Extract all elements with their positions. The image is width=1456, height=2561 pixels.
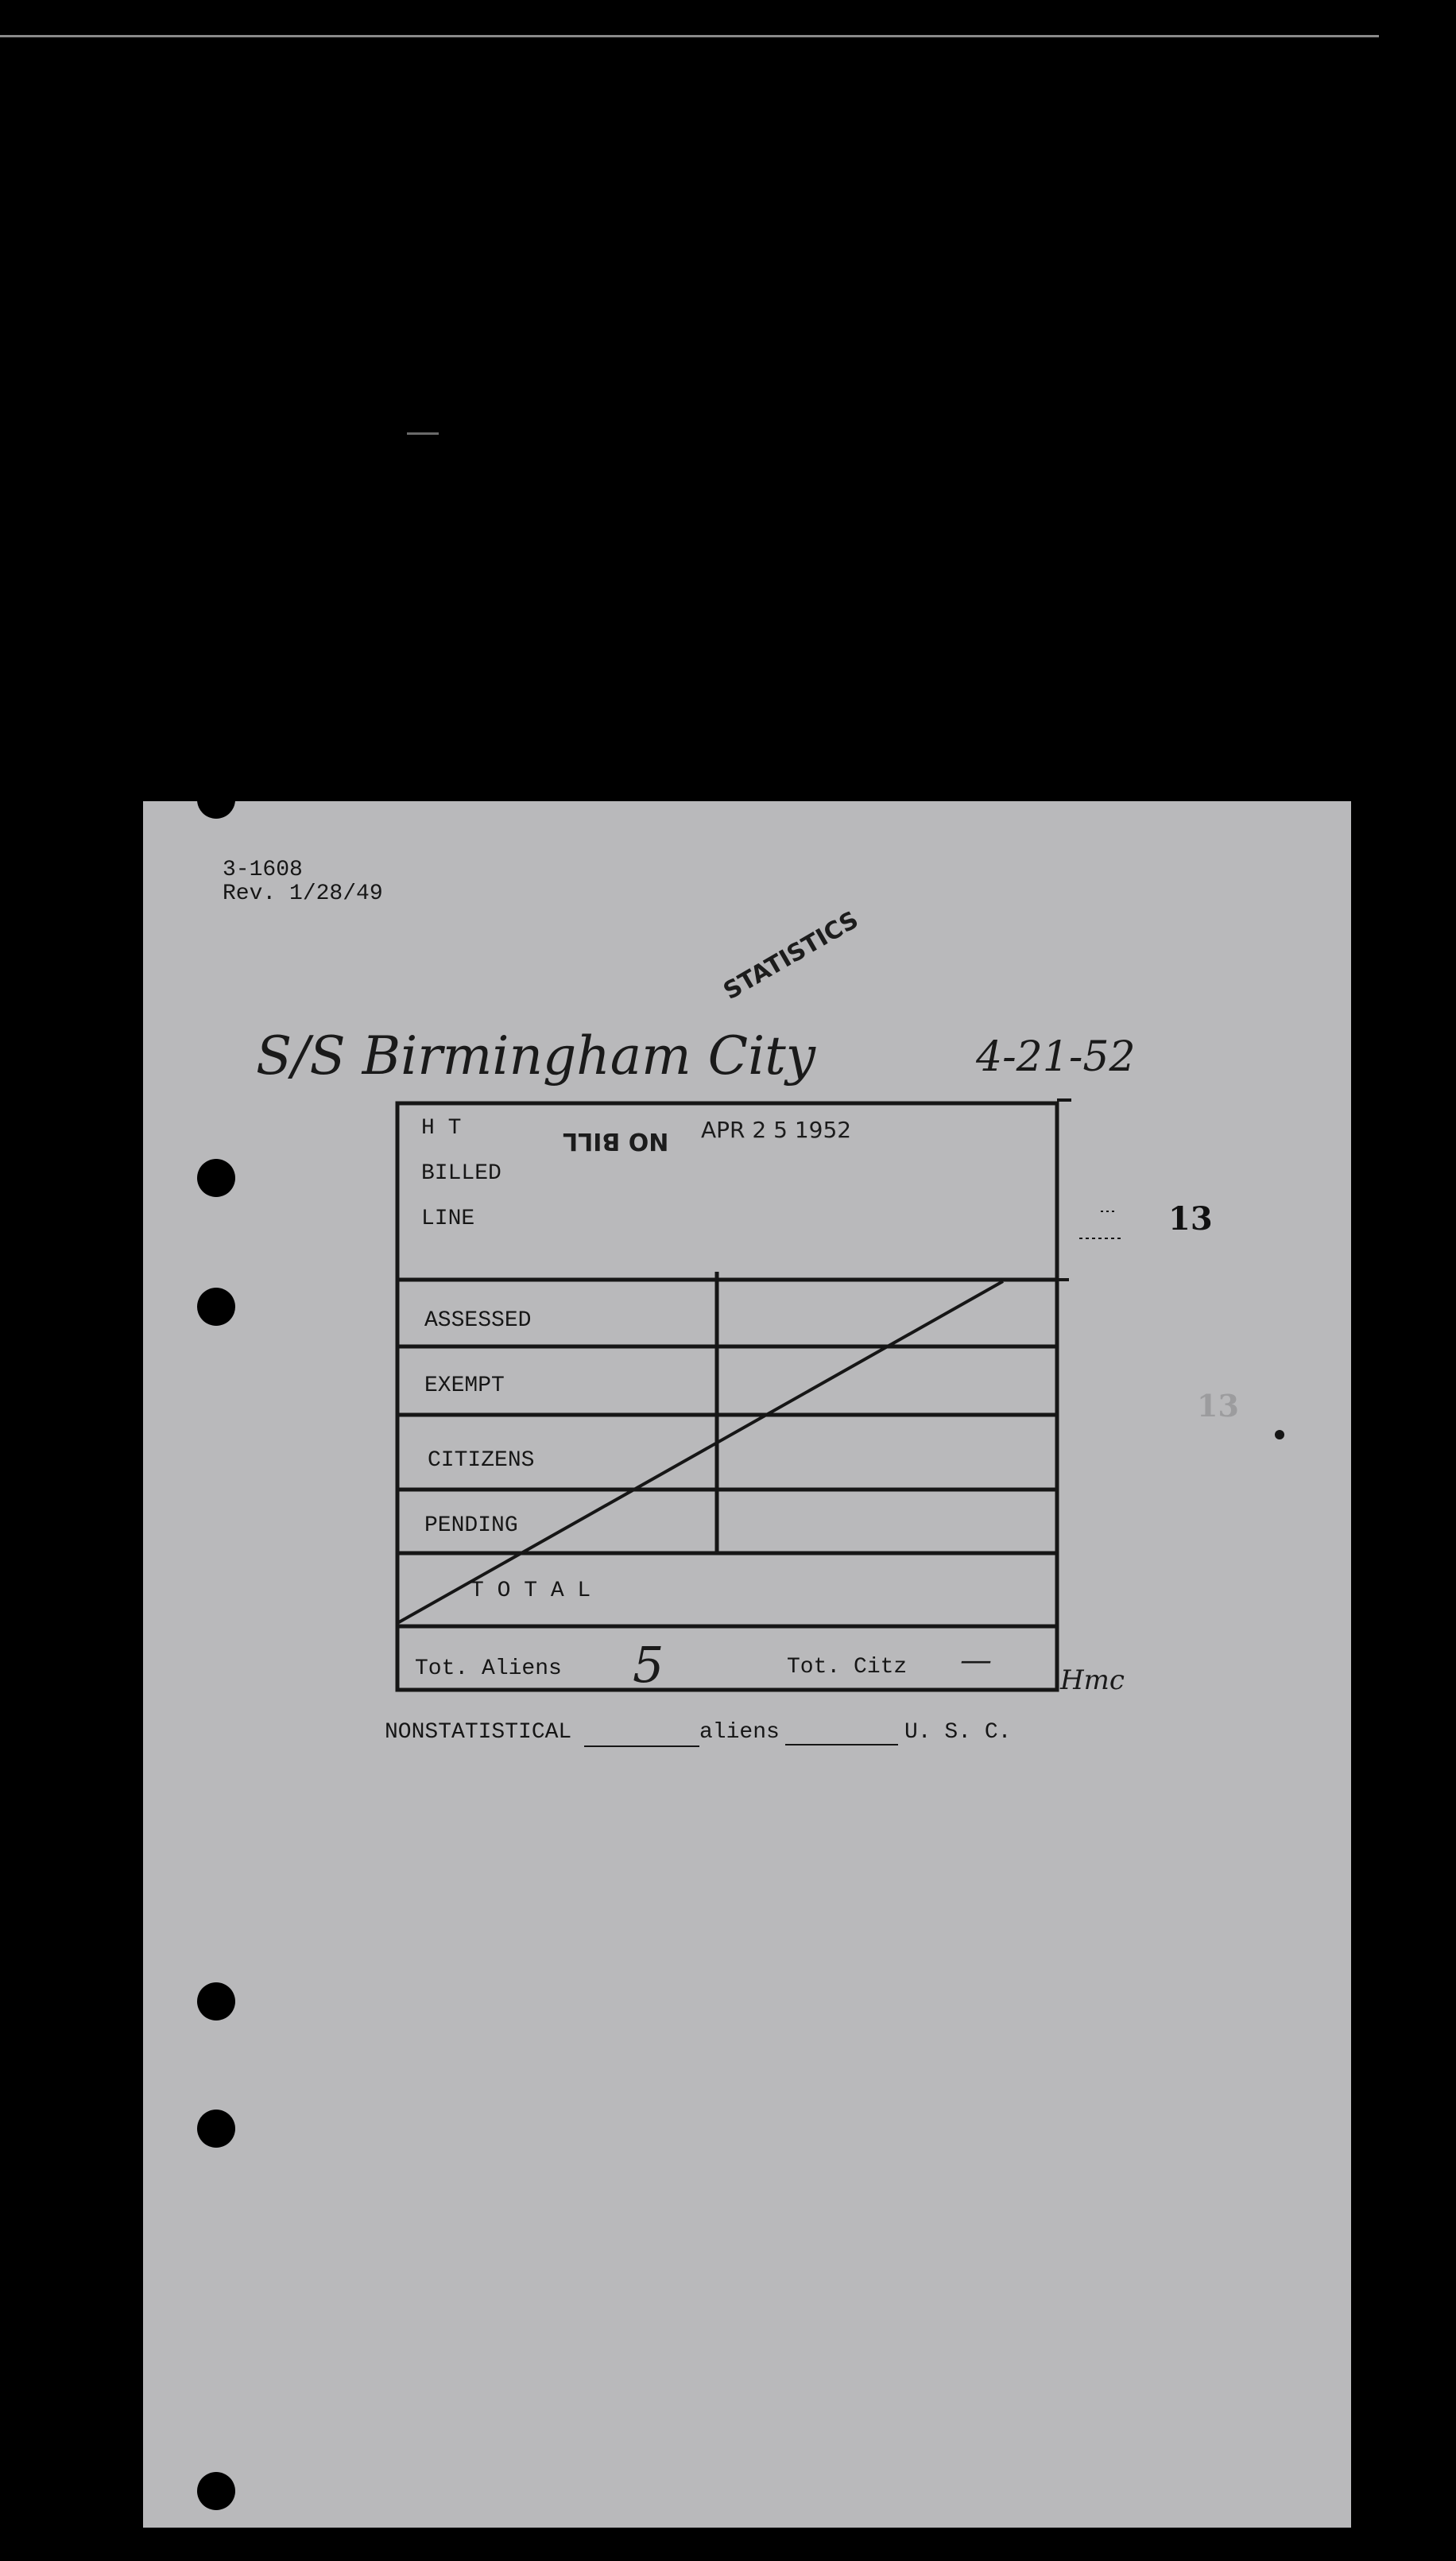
tot-cit-value: — <box>960 1642 992 1679</box>
date-stamp: APR 2 5 1952 <box>701 1117 852 1143</box>
statistics-stamp: STATISTICS <box>718 905 864 1005</box>
initials: Hmc <box>1060 1664 1125 1696</box>
row-label-assessed: ASSESSED <box>424 1308 532 1333</box>
no-bill-stamp: NO BILL <box>563 1127 669 1155</box>
handwritten-date: 4-21-52 <box>976 1033 1136 1081</box>
row-label-pending: PENDING <box>424 1513 518 1538</box>
row-label-total: T O T A L <box>470 1579 591 1603</box>
row-label-exempt: EXEMPT <box>424 1373 505 1398</box>
row-label-citizens: CITIZENS <box>428 1448 535 1473</box>
ship-name: S/S Birmingham City <box>256 1025 816 1087</box>
form-revision: Rev. 1/28/49 <box>223 881 383 906</box>
form-number: 3-1608 <box>223 858 303 882</box>
margin-number-faded: 13 <box>1197 1388 1239 1424</box>
tot-aliens-label: Tot. Aliens <box>415 1656 562 1681</box>
nonstatistical-label: NONSTATISTICAL <box>385 1720 572 1745</box>
usc-label: U. S. C. <box>904 1720 1012 1745</box>
tot-aliens-value: 5 <box>633 1636 664 1694</box>
tot-cit-label: Tot. Citz <box>787 1655 908 1680</box>
table-label-billed: BILLED <box>421 1161 501 1186</box>
table-label-ht: H T <box>421 1116 462 1141</box>
aliens-label: aliens <box>699 1720 780 1745</box>
table-label-line: LINE <box>421 1207 475 1231</box>
margin-number: 13 <box>1168 1200 1213 1238</box>
